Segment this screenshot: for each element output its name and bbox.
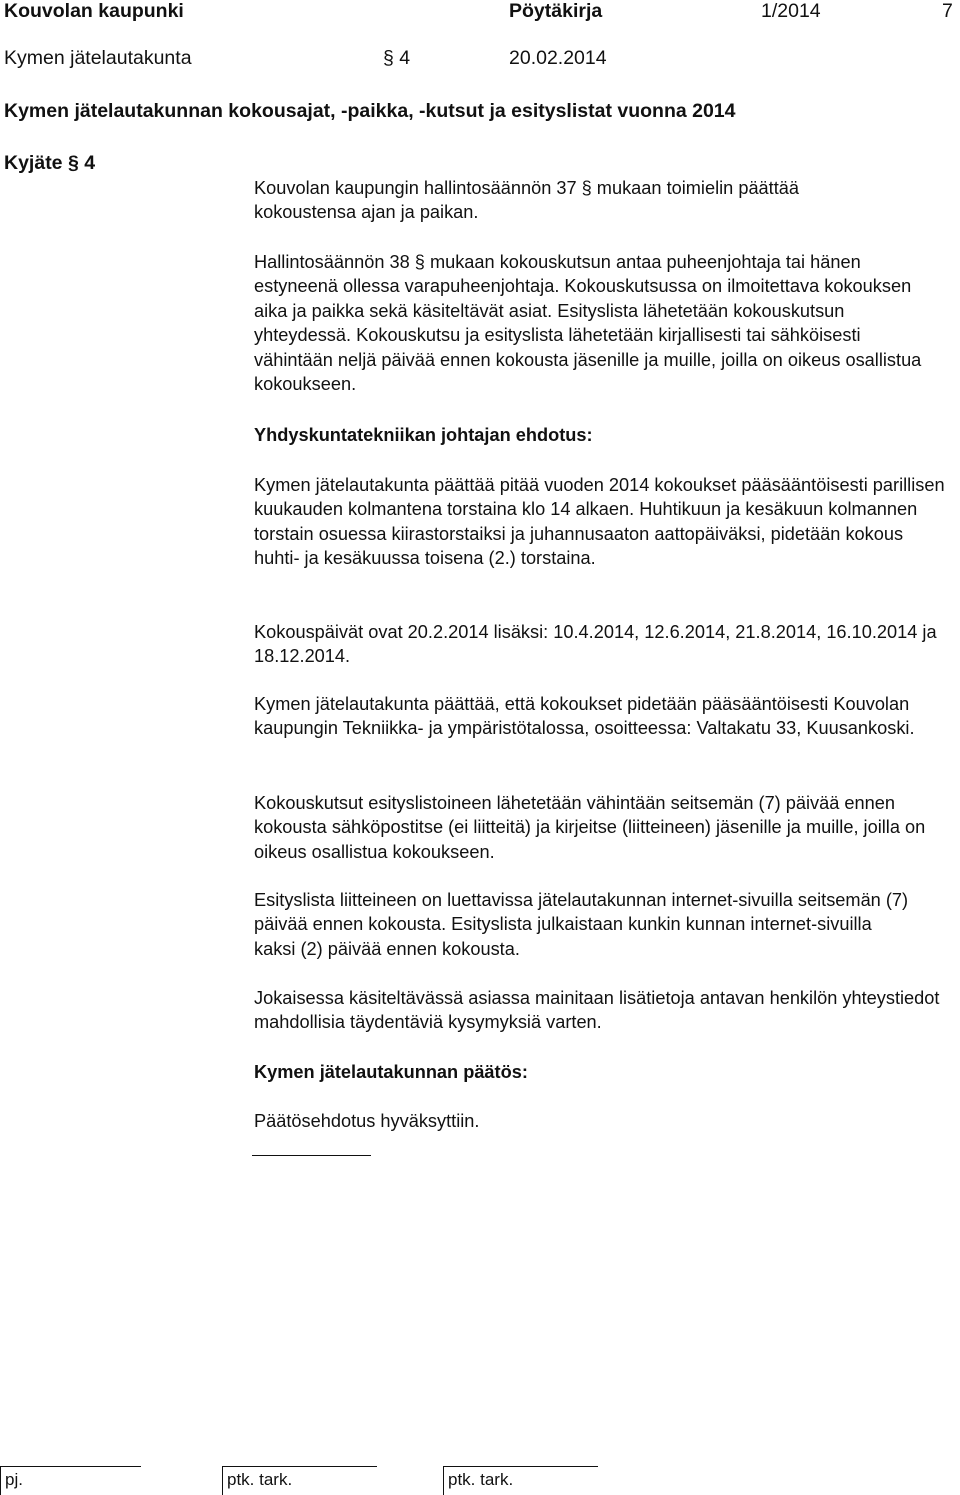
paragraph-7-block: [254, 888, 960, 961]
proposal-heading: Yhdyskuntatekniikan johtajan ehdotus:: [254, 425, 593, 445]
decision-heading-block: [254, 1060, 960, 1084]
paragraph-3-block: [254, 473, 960, 571]
header-org: Kouvolan kaupunki: [4, 0, 184, 22]
paragraph-8-block: [254, 986, 960, 1035]
decision-heading: Kymen jätelautakunnan päätös:: [254, 1062, 528, 1082]
header-page-number: 7: [942, 0, 953, 22]
proposal-heading-block: [254, 423, 960, 447]
footer-chair-label: pj.: [5, 1470, 23, 1489]
paragraph-8: Jokaisessa käsiteltävässä asiassa mainitaan lisätietoja antavan henkilön yhteystiedot mahdollisia täydentäviä kysymyksiä varten.: [254, 988, 940, 1033]
paragraph-3: Kymen jätelautakunta päättää pitää vuoden 2014 kokoukset pääsääntöisesti parillisen kuukauden kolmantena torstaina klo 14 alkaen. Huhtikuun ja kesäkuun kolmannen torstain osuessa kiirastorstaiksi ja juhannusaaton aattopäiväksi, pidetään kokous huhti- ja kesäkuussa toisena (2.) torstaina.: [254, 475, 945, 569]
paragraph-1-block: [254, 176, 960, 225]
document-title: Kymen jätelautakunnan kokousajat, -paikka, -kutsut ja esityslistat vuonna 2014: [4, 100, 736, 122]
paragraph-1: Kouvolan kaupungin hallintosäännön 37 § mukaan toimielin päättää kokoustensa ajan ja paikan.: [254, 178, 800, 223]
paragraph-7: Esityslista liitteineen on luettavissa jätelautakunnan internet-sivuilla seitsemän (7) päivää ennen kokousta. Esityslista julkaistaan kunkin kunnan internet-sivuilla kaksi (2) päivää ennen kokousta.: [254, 890, 909, 959]
header-section: § 4: [383, 47, 411, 69]
paragraph-4-block: [254, 620, 960, 669]
paragraph-5-block: [254, 692, 960, 741]
header-body-name: Kymen jätelautakunta: [4, 47, 192, 69]
section-label: Kyjäte § 4: [4, 152, 96, 174]
paragraph-6: Kokouskutsut esityslistoineen lähetetään vähintään seitsemän (7) päivää ennen kokousta sähköpostitse (ei liitteitä) ja kirjeitse (liitteineen) jäsenille ja muille, joilla on oikeus osallistua kokoukseen.: [254, 793, 926, 862]
footer-checker-box-1: [222, 1466, 377, 1495]
footer-chair-box: [0, 1466, 141, 1495]
header-date: 20.02.2014: [509, 47, 607, 69]
paragraph-9-block: [254, 1109, 960, 1133]
paragraph-5: Kymen jätelautakunta päättää, että kokoukset pidetään pääsääntöisesti Kouvolan kaupungin Tekniikka- ja ympäristötalossa, osoitteessa: Valtakatu 33, Kuusankoski.: [254, 694, 915, 739]
header-doc-number: 1/2014: [761, 0, 821, 22]
footer-checker-label-1: ptk. tark.: [227, 1470, 293, 1489]
header-doc-type: Pöytäkirja: [509, 0, 603, 22]
paragraph-6-block: [254, 791, 960, 864]
paragraph-4: Kokouspäivät ovat 20.2.2014 lisäksi: 10.4.2014, 12.6.2014, 21.8.2014, 16.10.2014 ja 18.12.2014.: [254, 622, 937, 667]
paragraph-2-block: [254, 250, 960, 396]
footer-checker-label-2: ptk. tark.: [448, 1470, 514, 1489]
footer-checker-box-2: [443, 1466, 598, 1495]
decision-text: Päätösehdotus hyväksyttiin.: [254, 1111, 480, 1131]
paragraph-2: Hallintosäännön 38 § mukaan kokouskutsun antaa puheenjohtaja tai hänen estyneenä ollessa varapuheenjohtaja. Kokouskutsussa on ilmoitettava kokouksen aika ja paikka sekä käsiteltävät asiat. Esityslista lähetetään kokouskutsun yhteydessä. Kokouskutsu ja esityslista lähetetään kirjallisesti tai sähköisesti vähintään neljä päivää ennen kokousta jäsenille ja muille, joilla on oikeus osallistua kokoukseen.: [254, 252, 922, 395]
signature-line: [252, 1155, 371, 1156]
